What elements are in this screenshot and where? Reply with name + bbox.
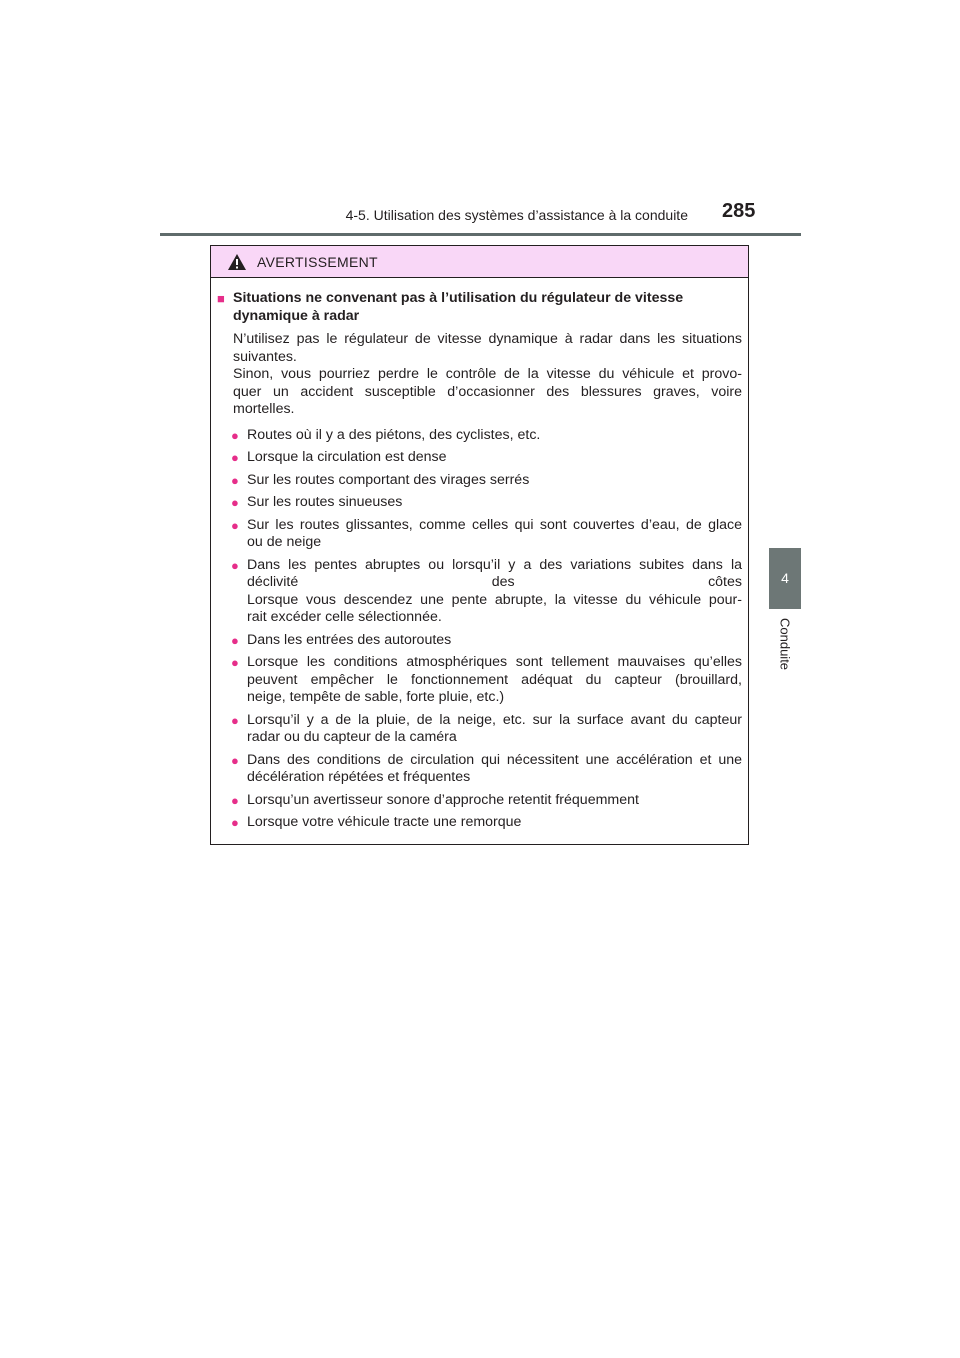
- list-item-line: Dans les pentes abruptes ou lorsqu’il y a des variations subites dans la: [247, 556, 742, 573]
- circle-bullet-icon: ●: [231, 655, 239, 670]
- list-item: [217, 712, 742, 747]
- section-title-text: [233, 290, 683, 325]
- list-item-line: Dans des conditions de circulation qui nécessitent une accélération et une: [247, 751, 742, 768]
- circle-bullet-icon: ●: [231, 450, 239, 465]
- list-item-line: Routes où il y a des piétons, des cyclistes, etc.: [247, 426, 541, 443]
- chapter-tab: 4: [769, 548, 801, 609]
- list-item-line: Sur les routes comportant des virages serrés: [247, 471, 530, 488]
- list-item: [217, 557, 742, 627]
- list-item: [217, 494, 742, 512]
- section-title-line: dynamique à radar: [233, 307, 360, 324]
- circle-bullet-icon: ●: [231, 427, 239, 443]
- list-item-text: [247, 792, 742, 810]
- circle-bullet-icon: ●: [231, 752, 239, 768]
- header-rule: [160, 233, 801, 236]
- list-item-text: [247, 632, 742, 650]
- list-item-text: [247, 427, 742, 445]
- warning-header: [211, 246, 748, 278]
- paragraph-line: suivantes.: [233, 348, 297, 365]
- list-item: [217, 752, 742, 787]
- list-item-line: Dans les entrées des autoroutes: [247, 631, 452, 648]
- situation-list: [217, 427, 742, 832]
- circle-bullet-icon: ●: [231, 815, 239, 830]
- circle-bullet-icon: ●: [231, 517, 239, 533]
- list-item: [217, 792, 742, 810]
- circle-bullet-icon: ●: [231, 792, 239, 808]
- list-item-line: radar ou du capteur de la caméra: [247, 729, 457, 745]
- square-bullet-icon: ■: [217, 291, 225, 306]
- list-item: [217, 449, 742, 467]
- warning-triangle-icon: [227, 253, 247, 271]
- list-item-text: [247, 494, 742, 512]
- section-title: [217, 290, 742, 325]
- list-item: [217, 427, 742, 445]
- list-item-text: [247, 557, 742, 627]
- list-item-line: Lorsque les conditions atmosphériques sont tellement mauvaises qu’elles: [247, 654, 742, 670]
- circle-bullet-icon: ●: [231, 632, 239, 648]
- list-item-text: [247, 712, 742, 747]
- list-item-line: déclivité des côtes: [247, 574, 742, 590]
- list-item-line: Lorsqu’un avertisseur sonore d’approche retentit fréquemment: [247, 791, 639, 808]
- list-item-text: [247, 449, 742, 467]
- list-item-line: rait excéder celle sélectionnée.: [247, 609, 442, 625]
- list-item-text: [247, 472, 742, 490]
- list-item-line: peuvent empêcher le fonctionnement adéquat du capteur (brouillard,: [247, 671, 742, 688]
- list-item: [217, 632, 742, 650]
- list-item-line: Lorsque votre véhicule tracte une remorque: [247, 814, 522, 830]
- list-item-text: [247, 752, 742, 787]
- warning-box: [210, 245, 749, 845]
- list-item: [217, 472, 742, 490]
- list-item-line: Lorsque vous descendez une pente abrupte, la vitesse du véhicule pour-: [247, 591, 742, 608]
- list-item-line: Lorsque la circulation est dense: [247, 449, 447, 465]
- intro-paragraph: [233, 331, 742, 366]
- consequence-paragraph: [233, 366, 742, 419]
- list-item: [217, 517, 742, 552]
- list-item-line: Sur les routes sinueuses: [247, 494, 403, 510]
- list-item-line: Sur les routes glissantes, comme celles qui sont couvertes d’eau, de glace: [247, 516, 742, 533]
- section-title-line: Situations ne convenant pas à l’utilisation du régulateur de vitesse: [233, 290, 684, 306]
- paragraph-line: mortelles.: [233, 401, 295, 417]
- list-item-text: [247, 654, 742, 707]
- list-item: [217, 814, 742, 832]
- warning-title: AVERTISSEMENT: [257, 253, 378, 270]
- warning-body: [211, 278, 748, 832]
- paragraph-line: N’utilisez pas le régulateur de vitesse dynamique à radar dans les situations: [233, 331, 742, 347]
- list-item-line: ou de neige: [247, 534, 322, 550]
- chapter-label: Conduite: [777, 618, 793, 671]
- list-item: [217, 654, 742, 707]
- list-item-text: [247, 814, 742, 832]
- list-item-line: Lorsqu’il y a de la pluie, de la neige, etc. sur la surface avant du capteur: [247, 711, 742, 728]
- circle-bullet-icon: ●: [231, 472, 239, 488]
- circle-bullet-icon: ●: [231, 557, 239, 573]
- list-item-line: décélération répétées et fréquentes: [247, 769, 471, 785]
- circle-bullet-icon: ●: [231, 495, 239, 510]
- paragraph-line: Sinon, vous pourriez perdre le contrôle de la vitesse du véhicule et provo-: [233, 366, 742, 382]
- paragraph-line: quer un accident susceptible d’occasionner des blessures graves, voire: [233, 383, 742, 400]
- circle-bullet-icon: ●: [231, 712, 239, 728]
- list-item-text: [247, 517, 742, 552]
- header-section-title: 4-5. Utilisation des systèmes d’assistance à la conduite: [345, 207, 688, 223]
- page-number: 285: [722, 200, 756, 222]
- list-item-line: neige, tempête de sable, forte pluie, etc.): [247, 689, 505, 705]
